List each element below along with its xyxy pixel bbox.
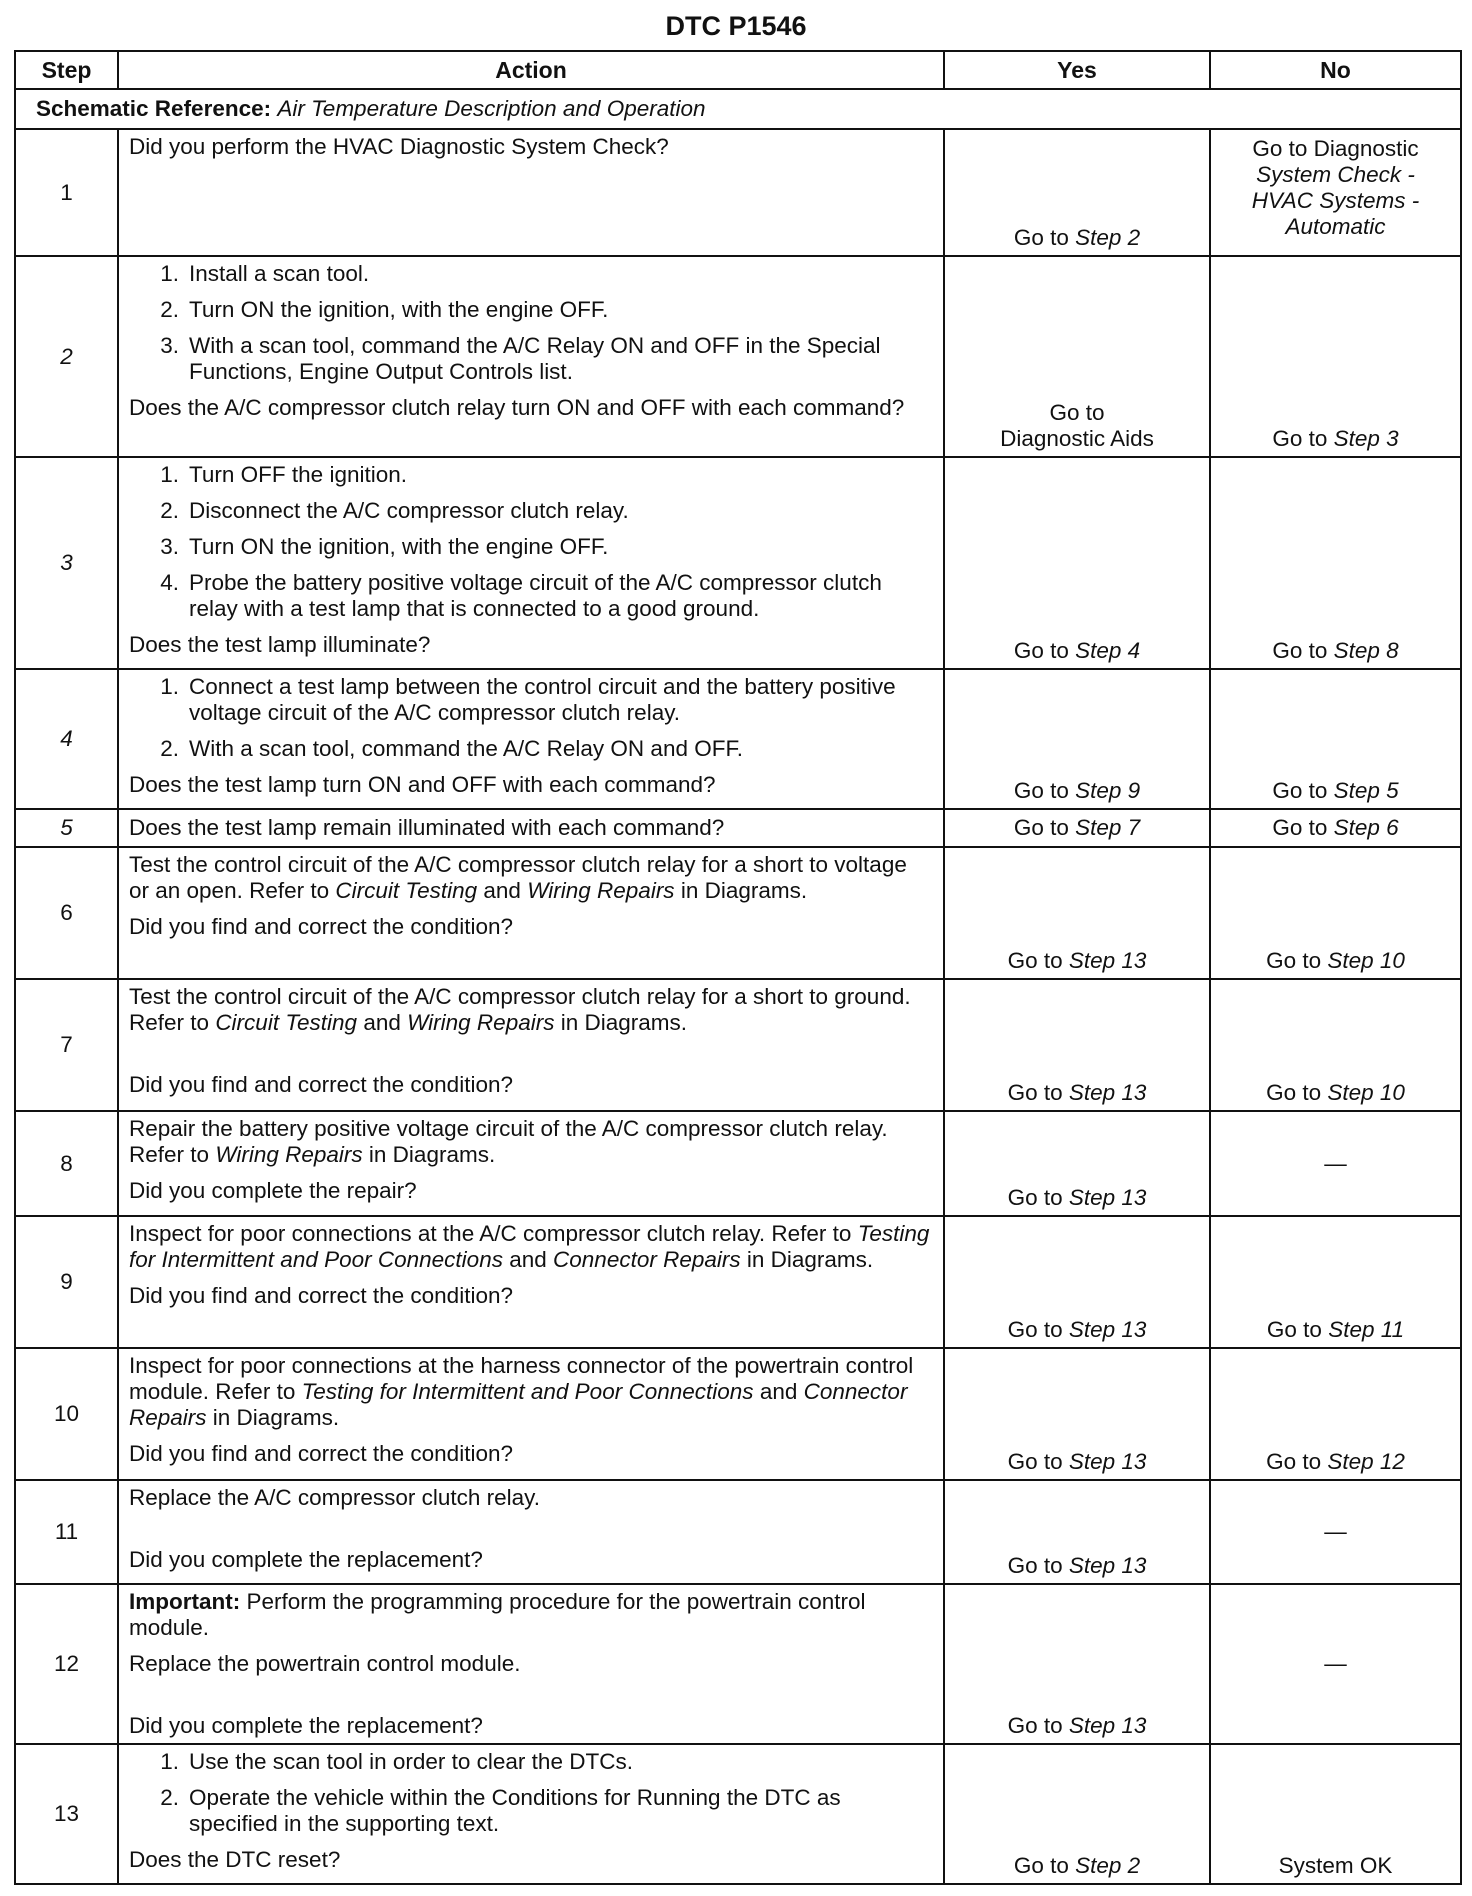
instruction-text: Replace the A/C compressor clutch relay. [129, 1485, 541, 1510]
yes-target: Step 13 [1068, 1317, 1147, 1342]
action-cell [118, 1348, 944, 1480]
action-cell [118, 256, 944, 457]
instruction-list [129, 462, 933, 622]
table-row [15, 256, 1461, 457]
no-cell: — [1210, 1480, 1461, 1584]
go-to-label: Go to [1013, 225, 1069, 250]
step-number: 10 [15, 1348, 118, 1480]
important-note: Important: Perform the programming procedure for the powertrain control module. [129, 1589, 866, 1640]
step-number: 13 [15, 1744, 118, 1884]
table-row [15, 1348, 1461, 1480]
question: Did you find and correct the condition? [129, 1283, 513, 1308]
step-number: 2 [15, 256, 118, 457]
step-number: 1 [15, 129, 118, 256]
action-cell [118, 1584, 944, 1744]
no-cell: Go to Step 8 [1210, 457, 1461, 669]
yes-cell: Go to Step 13 [944, 1216, 1210, 1348]
no-cell: — [1210, 1584, 1461, 1744]
question: Did you perform the HVAC Diagnostic System Check? [129, 134, 669, 159]
action-cell [118, 457, 944, 669]
document-title: DTC P1546 [665, 11, 807, 41]
yes-target: Step 13 [1068, 948, 1147, 973]
no-target: Step 5 [1333, 778, 1399, 803]
action-cell [118, 1111, 944, 1216]
schematic-value: Air Temperature Description and Operation [277, 96, 706, 121]
step-number: 7 [15, 979, 118, 1111]
action-cell [118, 1216, 944, 1348]
table-row [15, 1111, 1461, 1216]
list-item: 2. With a scan tool, command the A/C Relay ON and OFF. [160, 736, 743, 761]
table-row [15, 129, 1461, 256]
header-step: Step [15, 51, 118, 89]
schematic-label: Schematic Reference: [36, 96, 272, 121]
no-cell: Go to Step 6 [1210, 809, 1461, 847]
no-cell: Go to Step 10 [1210, 979, 1461, 1111]
table-row [15, 1584, 1461, 1744]
table-row [15, 1744, 1461, 1884]
instruction-text: Test the control circuit of the A/C compressor clutch relay for a short to voltage or an open. Refer to Circuit Testing and Wiring Repairs in Diagrams. [129, 852, 907, 903]
action-cell [118, 129, 944, 256]
step-number: 9 [15, 1216, 118, 1348]
action-cell [118, 1480, 944, 1584]
no-cell: — [1210, 1111, 1461, 1216]
yes-target: Step 13 [1068, 1713, 1147, 1738]
no-target: Step 6 [1333, 815, 1399, 840]
list-item: 1. Connect a test lamp between the control circuit and the battery positive voltage circuit of the A/C compressor clutch relay. [160, 674, 896, 725]
step-number: 11 [15, 1480, 118, 1584]
step-number: 8 [15, 1111, 118, 1216]
yes-cell: Go to Step 13 [944, 1348, 1210, 1480]
action-cell [118, 1744, 944, 1884]
schematic-reference-row [15, 89, 1461, 129]
step-number: 5 [15, 809, 118, 847]
schematic-reference [15, 89, 1461, 129]
yes-target: Step 2 [1075, 1853, 1141, 1878]
yes-target: Step 9 [1075, 778, 1141, 803]
question: Does the DTC reset? [129, 1847, 341, 1872]
yes-cell: Go to Step 7 [944, 809, 1210, 847]
question: Does the test lamp remain illuminated with each command? [129, 815, 725, 840]
instruction-text: Replace the powertrain control module. [129, 1651, 521, 1676]
instruction-text: Test the control circuit of the A/C compressor clutch relay for a short to ground. Refer to Circuit Testing and Wiring Repairs in Diagrams. [129, 984, 911, 1035]
instruction-text: Inspect for poor connections at the A/C compressor clutch relay. Refer to Testing for Intermittent and Poor Connections and Connector Repairs in Diagrams. [129, 1221, 930, 1272]
no-cell: Go to Step 3 [1210, 256, 1461, 457]
question: Did you find and correct the condition? [129, 1072, 513, 1097]
table-row [15, 1216, 1461, 1348]
table-row [15, 669, 1461, 809]
question: Does the test lamp turn ON and OFF with each command? [129, 772, 716, 797]
yes-cell: Go to Diagnostic Aids [944, 256, 1210, 457]
question: Does the A/C compressor clutch relay turn ON and OFF with each command? [129, 395, 905, 420]
question: Did you find and correct the condition? [129, 914, 513, 939]
step-number: 6 [15, 847, 118, 979]
yes-target: Step 2 [1075, 225, 1141, 250]
yes-target: Step 13 [1068, 1080, 1147, 1105]
list-item: 1. Install a scan tool. [160, 261, 370, 286]
yes-target: Step 7 [1075, 815, 1141, 840]
no-line: System Check - [1256, 162, 1415, 187]
no-target: Step 10 [1327, 948, 1405, 973]
table-row [15, 809, 1461, 847]
question: Does the test lamp illuminate? [129, 632, 431, 657]
no-target: Step 3 [1333, 426, 1399, 451]
yes-target: Step 13 [1068, 1449, 1147, 1474]
action-cell [118, 669, 944, 809]
yes-target: Step 13 [1068, 1185, 1147, 1210]
step-number: 4 [15, 669, 118, 809]
table-row [15, 847, 1461, 979]
instruction-list [129, 1749, 933, 1837]
instruction-list [129, 674, 933, 762]
list-item: 1. Turn OFF the ignition. [160, 462, 408, 487]
no-line: Automatic [1285, 214, 1386, 239]
list-item: 2. Turn ON the ignition, with the engine OFF. [160, 297, 609, 322]
no-line: Go to Diagnostic [1252, 136, 1419, 161]
no-cell: Go to Step 12 [1210, 1348, 1461, 1480]
step-number: 12 [15, 1584, 118, 1744]
no-line: HVAC Systems - [1251, 188, 1420, 213]
question: Did you complete the replacement? [129, 1547, 483, 1572]
yes-cell: Go to Step 13 [944, 1480, 1210, 1584]
yes-cell: Go to Step 13 [944, 1111, 1210, 1216]
header-row [15, 51, 1461, 89]
list-item: 3. Turn ON the ignition, with the engine OFF. [160, 534, 609, 559]
no-cell: Go to Step 11 [1210, 1216, 1461, 1348]
action-cell [118, 979, 944, 1111]
yes-cell: Go to Step 13 [944, 1584, 1210, 1744]
yes-cell: Go to Step 2 [944, 1744, 1210, 1884]
header-action: Action [118, 51, 944, 89]
yes-cell: Go to Step 13 [944, 979, 1210, 1111]
list-item: 2. Disconnect the A/C compressor clutch relay. [160, 498, 629, 523]
no-cell: System OK [1210, 1744, 1461, 1884]
yes-cell [944, 129, 1210, 256]
list-item: 3. With a scan tool, command the A/C Relay ON and OFF in the Special Functions, Engine Output Controls list. [160, 333, 881, 384]
question: Did you complete the repair? [129, 1178, 417, 1203]
no-cell [1210, 129, 1461, 256]
question: Did you find and correct the condition? [129, 1441, 513, 1466]
diagnostic-table [14, 50, 1462, 1885]
no-target: Step 8 [1333, 638, 1399, 663]
question: Did you complete the replacement? [129, 1713, 483, 1738]
no-target: Step 10 [1327, 1080, 1405, 1105]
header-yes: Yes [944, 51, 1210, 89]
no-target: Step 12 [1327, 1449, 1405, 1474]
instruction-text: Repair the battery positive voltage circuit of the A/C compressor clutch relay. Refer to Wiring Repairs in Diagrams. [129, 1116, 888, 1167]
no-cell: Go to Step 10 [1210, 847, 1461, 979]
yes-cell: Go to Step 9 [944, 669, 1210, 809]
list-item: 1. Use the scan tool in order to clear the DTCs. [160, 1749, 633, 1774]
list-item: 4. Probe the battery positive voltage circuit of the A/C compressor clutch relay with a test lamp that is connected to a good ground. [160, 570, 882, 621]
yes-target: Step 13 [1068, 1553, 1147, 1578]
no-cell: Go to Step 5 [1210, 669, 1461, 809]
step-number: 3 [15, 457, 118, 669]
table-row [15, 979, 1461, 1111]
yes-cell: Go to Step 13 [944, 847, 1210, 979]
header-no: No [1210, 51, 1461, 89]
list-item: 2. Operate the vehicle within the Conditions for Running the DTC as specified in the supporting text. [160, 1785, 841, 1836]
yes-cell: Go to Step 4 [944, 457, 1210, 669]
yes-target: Step 4 [1075, 638, 1141, 663]
table-row [15, 1480, 1461, 1584]
instruction-list [129, 261, 933, 385]
no-target: Step 11 [1328, 1317, 1405, 1342]
instruction-text: Inspect for poor connections at the harness connector of the powertrain control module. Refer to Testing for Intermittent and Poor Connections and Connector Repairs in Diagrams. [129, 1353, 914, 1430]
action-cell [118, 847, 944, 979]
action-cell [118, 809, 944, 847]
table-row [15, 457, 1461, 669]
